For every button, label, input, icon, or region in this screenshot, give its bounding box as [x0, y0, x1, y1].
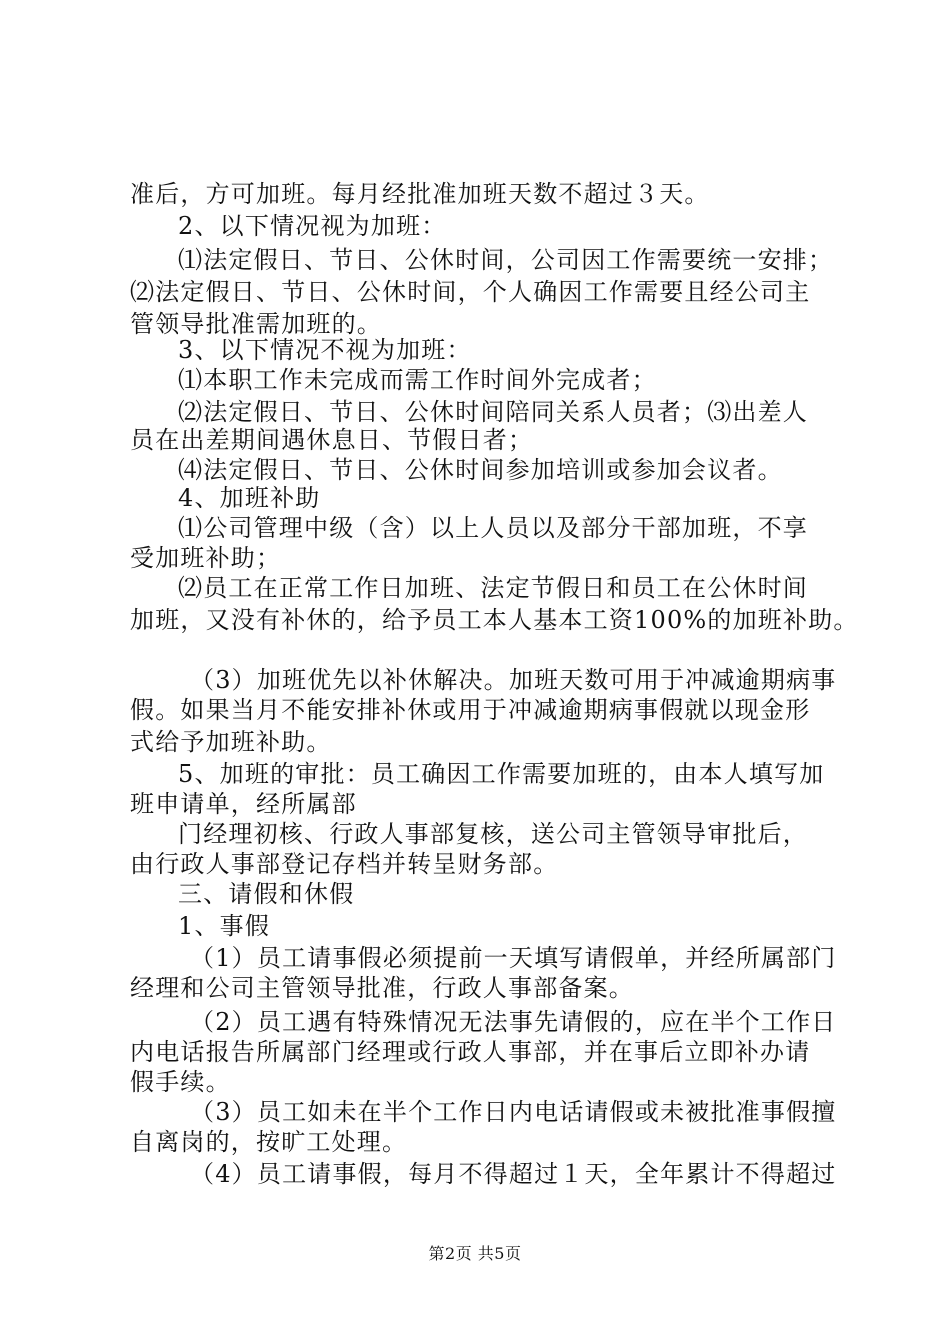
text-line: 准后，方可加班。每月经批准加班天数不超过３天。: [130, 180, 710, 208]
text-line: （2）员工遇有特殊情况无法事先请假的，应在半个工作日: [190, 1008, 837, 1036]
text-line: ⑴本职工作未完成而需工作时间外完成者；: [178, 366, 657, 394]
text-line: 假。如果当月不能安排补休或用于冲减逾期病事假就以现金形: [130, 696, 811, 724]
text-line: 管领导批准需加班的。: [130, 310, 382, 338]
text-line: 假手续。: [130, 1068, 231, 1096]
text-line: 加班，又没有补休的，给予员工本人基本工资100%的加班补助。: [130, 606, 859, 634]
text-line: 班申请单，经所属部: [130, 790, 357, 818]
text-line: ⑴公司管理中级（含）以上人员以及部分干部加班，不享: [178, 514, 808, 542]
text-line: ⑵法定假日、节日、公休时间，个人确因工作需要且经公司主: [130, 278, 811, 306]
text-line: （1）员工请事假必须提前一天填写请假单，并经所属部门: [190, 944, 837, 972]
section-heading: 1、事假: [178, 912, 271, 940]
text-line: （4）员工请事假，每月不得超过１天，全年累计不得超过: [190, 1160, 837, 1188]
text-line: 经理和公司主管领导批准，行政人事部备案。: [130, 974, 634, 1002]
text-line: 自离岗的，按旷工处理。: [130, 1128, 408, 1156]
text-line: ⑷法定假日、节日、公休时间参加培训或参加会议者。: [178, 456, 783, 484]
section-heading: 5、加班的审批：员工确因工作需要加班的，由本人填写加: [178, 760, 825, 788]
text-line: 式给予加班补助。: [130, 728, 332, 756]
section-heading: 三、请假和休假: [178, 880, 355, 908]
section-heading: 3、以下情况不视为加班：: [178, 336, 472, 364]
section-heading: 2、以下情况视为加班：: [178, 212, 447, 240]
text-line: 员在出差期间遇休息日、节假日者；: [130, 426, 534, 454]
text-line: 内电话报告所属部门经理或行政人事部，并在事后立即补办请: [130, 1038, 811, 1066]
text-line: ⑴法定假日、节日、公休时间，公司因工作需要统一安排；: [178, 246, 834, 274]
text-line: ⑵员工在正常工作日加班、法定节假日和员工在公休时间: [178, 574, 808, 602]
text-line: 由行政人事部登记存档并转呈财务部。: [130, 850, 559, 878]
text-line: （3）员工如未在半个工作日内电话请假或未被批准事假擅: [190, 1098, 837, 1126]
section-heading: 4、加班补助: [178, 484, 321, 512]
text-line: 受加班补助；: [130, 544, 282, 572]
text-line: 门经理初核、行政人事部复核，送公司主管领导审批后，: [178, 820, 808, 848]
text-line: （3）加班优先以补休解决。加班天数可用于冲减逾期病事: [190, 666, 837, 694]
page-number-footer: 第2页 共5页: [428, 1244, 522, 1263]
text-line: ⑵法定假日、节日、公休时间陪同关系人员者；⑶出差人: [178, 398, 808, 426]
